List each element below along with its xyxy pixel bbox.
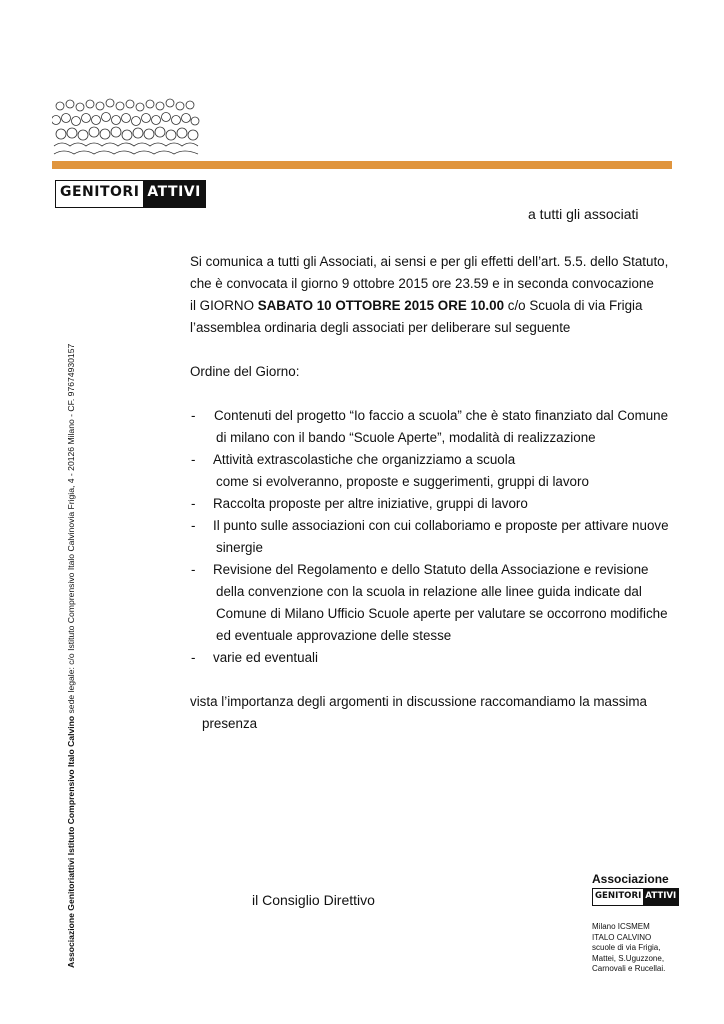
footer-note-line-2: ITALO CALVINO: [592, 932, 652, 942]
intro-line-4: l’assemblea ordinaria degli associati per deliberare sul seguente: [190, 320, 571, 335]
sidebar-rest: sede legale: c/o Istituto Comprensivo Italo Calvinovia Frigia, 4 - 20126 Milano - CF. 97674930157: [66, 343, 76, 716]
agenda-item-3-line-1: Raccolta proposte per altre iniziative, gruppi di lavoro: [213, 496, 528, 511]
agenda-dash-1: -: [191, 408, 196, 423]
footer-logo-part-genitori: GENITORI: [593, 889, 643, 905]
agenda-item-2-line-2: come si evolveranno, proposte e suggerimenti, gruppi di lavoro: [216, 474, 589, 489]
footer-note-line-3: scuole di via Frigia,: [592, 943, 661, 953]
meeting-date-bold: SABATO 10 OTTOBRE 2015 ORE 10.00: [257, 298, 505, 313]
footer-association-title: Associazione: [592, 872, 669, 886]
recipient-line: a tutti gli associati: [528, 206, 639, 222]
agenda-item-5-line-4: ed eventuale approvazione delle stesse: [216, 628, 452, 643]
footer-note-line-4: Mattei, S.Uguzzone,: [592, 953, 665, 963]
footer-logo: [592, 888, 679, 906]
agenda-dash-2: -: [191, 452, 196, 467]
sidebar-bold: Associazione Genitoriattivi Istituto Comprensivo Italo Calvino: [66, 715, 76, 968]
footer-logo-part-attivi: ATTIVI: [643, 889, 678, 905]
signature: il Consiglio Direttivo: [252, 892, 375, 908]
agenda-dash-5: -: [191, 562, 196, 577]
agenda-dash-6: -: [191, 650, 196, 665]
closing-line-1: vista l’importanza degli argomenti in discussione raccomandiamo la massima: [190, 694, 647, 709]
logo-part-attivi: ATTIVI: [143, 181, 204, 207]
footer-note-line-5: Carnovali e Rucellai.: [592, 964, 666, 974]
agenda-item-1-line-1: Contenuti del progetto “Io faccio a scuola” che è stato finanziato dal Comune: [214, 408, 669, 423]
agenda-dash-3: -: [191, 496, 196, 511]
agenda-item-4-line-2: sinergie: [216, 540, 263, 555]
crowd-illustration: [52, 96, 200, 158]
intro-line-2: che è convocata il giorno 9 ottobre 2015 ore 23.59 e in seconda convocazione: [190, 276, 654, 291]
intro-line-3: [190, 298, 642, 313]
header-orange-bar: [52, 161, 672, 169]
agenda-item-5-line-2: della convenzione con la scuola in relazione alle linee guida indicate dal: [216, 584, 642, 599]
intro-line-3-post: c/o Scuola di via Frigia: [504, 298, 643, 313]
sidebar-legal-info: [66, 344, 76, 968]
agenda-item-5-line-3: Comune di Milano Ufficio Scuole aperte per valutare se occorrono modifiche: [216, 606, 668, 621]
logo-part-genitori: GENITORI: [56, 181, 143, 207]
agenda-item-5-line-1: Revisione del Regolamento e dello Statuto della Associazione e revisione: [213, 562, 649, 577]
genitori-attivi-logo: [55, 180, 206, 208]
agenda-item-1-line-2: di milano con il bando “Scuole Aperte”, modalità di realizzazione: [216, 430, 596, 445]
intro-line-1: Si comunica a tutti gli Associati, ai sensi e per gli effetti dell’art. 5.5. dello Statuto,: [190, 254, 669, 269]
agenda-item-6-line-1: varie ed eventuali: [213, 650, 318, 665]
agenda-dash-4: -: [191, 518, 196, 533]
closing-line-2: presenza: [202, 716, 258, 731]
intro-line-3-pre: il GIORNO: [190, 298, 258, 313]
agenda-item-2-line-1: Attività extrascolastiche che organizziamo a scuola: [213, 452, 516, 467]
footer-note-line-1: Milano ICSMEM: [592, 922, 650, 931]
footer-note: [592, 922, 688, 975]
agenda-title: Ordine del Giorno:: [190, 364, 300, 379]
agenda-item-4-line-1: Il punto sulle associazioni con cui collaboriamo e proposte per attivare nuove: [213, 518, 669, 533]
